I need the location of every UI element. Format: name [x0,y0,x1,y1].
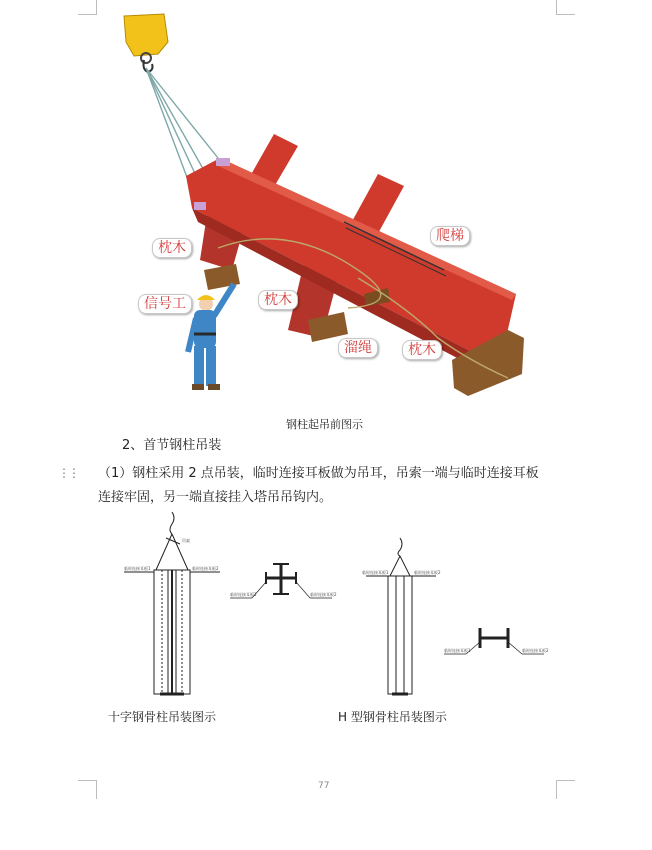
lifting-scene-svg [108,8,538,408]
worker-leg-left [194,346,204,386]
h-section-ear-2-label: 临时连接耳板2 [522,648,549,653]
figure2-caption-right: H 型钢骨柱吊装图示 [338,710,447,724]
hoist-sling-label: 吊索 [182,538,190,543]
cross-section-ear-2-label: 临时连接耳板2 [310,592,337,597]
cross-ear-2-label: 临时连接耳板2 [192,566,219,571]
crop-mark-bottom-left [78,780,97,799]
label-pati: 爬梯 [430,226,470,246]
column-lifting-diagrams [100,508,560,704]
h-section-ear-1-label: 临时连接耳板1 [444,648,471,653]
label-xinhaogong: 信号工 [138,294,192,314]
worker-helmet [197,295,215,300]
label-zhenmu-right: 枕木 [402,340,442,360]
figure1-caption: 钢柱起吊前图示 [286,418,363,431]
cross-ear-1-label: 临时连接耳板1 [124,566,151,571]
figure2-caption-left: 十字钢骨柱吊装图示 [108,710,217,724]
worker-body [194,310,216,348]
worker-boot-left [192,384,204,390]
page-number: 77 [318,781,330,791]
h-column-lift-diagram [366,538,436,694]
worker-leg-right [206,346,216,386]
h-ear-2-label: 临时连接耳板2 [414,570,441,575]
h-ear-1-label: 临时连接耳板1 [362,570,389,575]
lifting-diagrams-svg [100,508,560,704]
label-zhenmu-mid: 枕木 [258,290,298,310]
cross-column-lift-diagram [124,512,220,694]
paragraph-line-2: 连接牢固，另一端直接挂入塔吊吊钩内。 [98,490,333,505]
paragraph-line-1: （1）钢柱采用 2 点吊装，临时连接耳板做为吊耳，吊索一端与临时连接耳板 [98,466,539,481]
crop-mark-top-left [78,0,97,15]
crane-hook-block [124,14,168,56]
ear-plate-bottom [194,202,206,210]
crop-mark-bottom-right [556,780,575,799]
steel-column-lifting-illustration [108,8,538,408]
label-liusheng: 溜绳 [338,338,378,358]
worker-raised-arm [214,284,234,316]
label-zhenmu-left: 枕木 [152,238,192,258]
ear-plate-top [216,158,230,166]
worker-boot-right [208,384,220,390]
drag-handle-icon[interactable]: ⋮⋮ [58,466,78,480]
section-heading: 2、首节钢柱吊装 [122,438,222,453]
crop-mark-top-right [556,0,575,15]
cross-section-ear-1-label: 临时连接耳板1 [230,592,257,597]
